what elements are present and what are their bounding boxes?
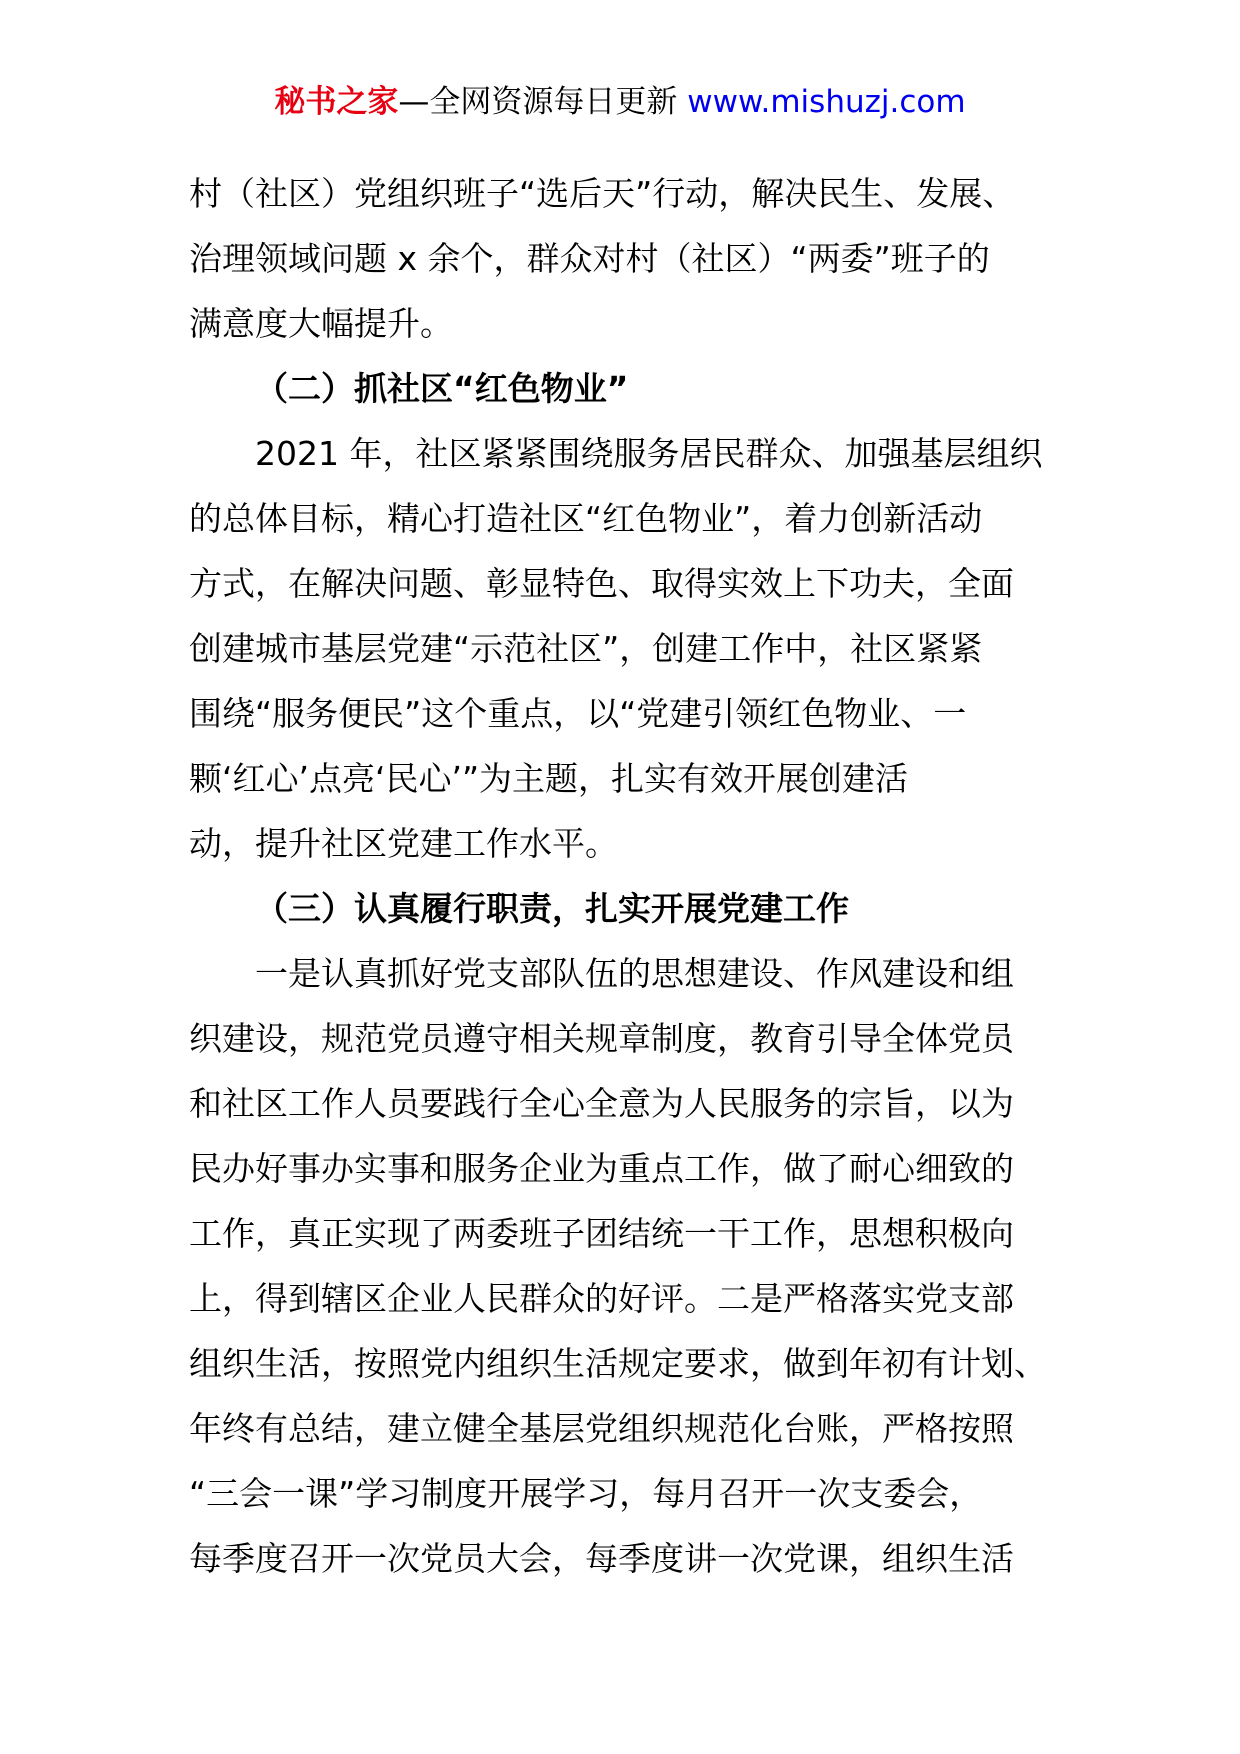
paragraph-line: 治理领域问题 x 余个，群众对村（社区）“两委”班子的: [189, 239, 990, 278]
paragraph-line: 和社区工作人员要践行全心全意为人民服务的宗旨，以为: [189, 1084, 1014, 1123]
paragraph-line: 上，得到辖区企业人民群众的好评。二是严格落实党支部: [189, 1279, 1014, 1318]
paragraph-line: 颗‘红心’点亮‘民心’”为主题，扎实有效开展创建活: [189, 759, 909, 798]
paragraph-line: 2021 年，社区紧紧围绕服务居民群众、加强基层组织: [255, 434, 1043, 473]
paragraph-line: 民办好事办实事和服务企业为重点工作，做了耐心细致的: [189, 1149, 1014, 1188]
paragraph-line: 满意度大幅提升。: [189, 304, 453, 343]
paragraph-line: “三会一课”学习制度开展学习，每月召开一次支委会，: [189, 1474, 983, 1513]
paragraph-line: 村（社区）党组织班子“选后天”行动，解决民生、发展、: [189, 174, 1016, 213]
paragraph-line: 工作，真正实现了两委班子团结统一干工作，思想积极向: [189, 1214, 1014, 1253]
site-url-link[interactable]: www.mishuzj.com: [687, 84, 966, 120]
paragraph-line: 动，提升社区党建工作水平。: [189, 824, 618, 863]
section-heading: （三）认真履行职责，扎实开展党建工作: [255, 889, 849, 928]
section-heading: （二）抓社区“红色物业”: [255, 369, 629, 408]
paragraph-line: 的总体目标，精心打造社区“红色物业”，着力创新活动: [189, 499, 983, 538]
paragraph-line: 每季度召开一次党员大会，每季度讲一次党课，组织生活: [189, 1539, 1014, 1578]
paragraph-line: 一是认真抓好党支部队伍的思想建设、作风建设和组: [255, 954, 1014, 993]
paragraph-line: 围绕“服务便民”这个重点，以“党建引领红色物业、一: [189, 694, 967, 733]
brand-name: 秘书之家: [274, 84, 399, 120]
header-tagline: —全网资源每日更新: [398, 84, 678, 120]
paragraph-line: 创建城市基层党建“示范社区”，创建工作中，社区紧紧: [189, 629, 983, 668]
paragraph-line: 织建设，规范党员遵守相关规章制度，教育引导全体党员: [189, 1019, 1014, 1058]
paragraph-line: 方式，在解决问题、彰显特色、取得实效上下功夫，全面: [189, 564, 1014, 603]
site-header: [0, 82, 1240, 122]
paragraph-line: 年终有总结，建立健全基层党组织规范化台账，严格按照: [189, 1409, 1014, 1448]
document-body: [189, 161, 1069, 1591]
paragraph-line: 组织生活，按照党内组织生活规定要求，做到年初有计划、: [189, 1344, 1047, 1383]
